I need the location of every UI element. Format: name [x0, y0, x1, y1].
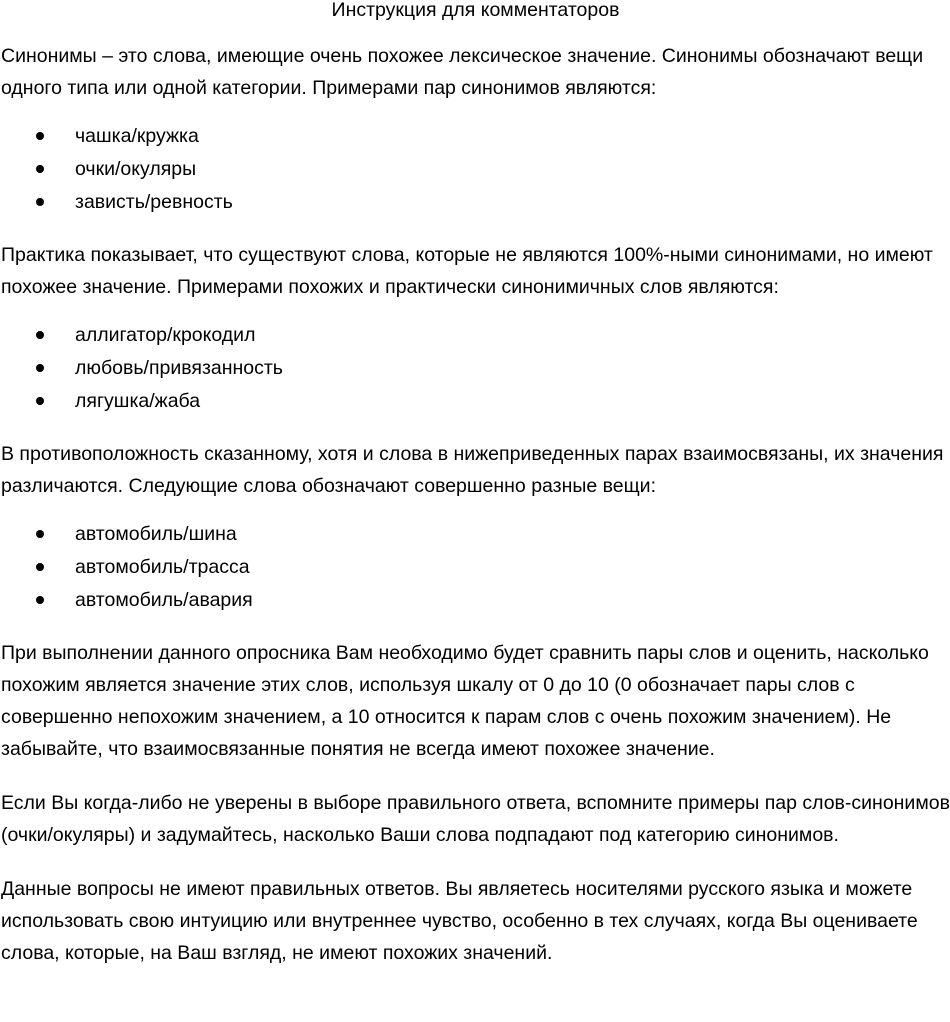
- bullet-icon: [36, 563, 44, 571]
- list-item: [1, 319, 950, 352]
- bullet-icon: [36, 397, 44, 405]
- list-item: [1, 385, 950, 418]
- list-item: [1, 186, 950, 219]
- list-item-text: автомобиль/трасса: [75, 556, 250, 578]
- paragraph-synonyms-definition: Синонимы – это слова, имеющие очень похожее лексическое значение. Синонимы обозначают вещи одного типа или одной категории. Примерами пар синонимов являются:: [1, 45, 924, 99]
- bullet-icon: [36, 364, 44, 372]
- paragraph-related-words: В противоположность сказанному, хотя и слова в нижеприведенных парах взаимосвязаны, их значения различаются. Следующие слова обозначают совершенно разные вещи:: [1, 443, 944, 497]
- list-item: [1, 352, 950, 385]
- bullet-icon: [36, 596, 44, 604]
- list-item: [1, 120, 950, 153]
- bullet-icon: [36, 530, 44, 538]
- list-item-text: аллигатор/крокодил: [75, 324, 256, 346]
- list-item-text: лягушка/жаба: [75, 390, 201, 412]
- list-item-text: автомобиль/шина: [75, 523, 237, 545]
- paragraph-no-right-answers: Данные вопросы не имеют правильных ответов. Вы являетесь носителями русского языка и можете использовать свою интуицию или внутреннее чувство, особенно в тех случаях, когда Вы оцениваете слова, которые, на Ваш взгляд, не имеют похожих значений.: [1, 878, 918, 964]
- paragraph-near-synonyms: Практика показывает, что существуют слова, которые не являются 100%-ными синонимами, но имеют похожее значение. Примерами похожих и практически синонимичных слов являются:: [1, 244, 933, 298]
- list-item-text: автомобиль/авария: [75, 589, 253, 611]
- bullet-icon: [36, 331, 44, 339]
- list-item-text: очки/окуляры: [75, 158, 197, 180]
- list-item: [1, 153, 950, 186]
- bullet-icon: [36, 132, 44, 140]
- list-item: [1, 584, 950, 617]
- near-synonym-examples-list: [1, 319, 950, 418]
- bullet-icon: [36, 198, 44, 206]
- synonym-examples-list: [1, 120, 950, 219]
- list-item: [1, 518, 950, 551]
- paragraph-uncertainty-advice: Если Вы когда-либо не уверены в выборе правильного ответа, вспомните примеры пар слов-синонимов (очки/окуляры) и задумайтесь, насколько Ваши слова подпадают под категорию синонимов.: [1, 792, 950, 846]
- document-title: Инструкция для комментаторов: [331, 0, 620, 21]
- bullet-icon: [36, 165, 44, 173]
- related-words-list: [1, 518, 950, 617]
- paragraph-rating-instructions: При выполнении данного опросника Вам необходимо будет сравнить пары слов и оценить, насколько похожим является значение этих слов, используя шкалу от 0 до 10 (0 обозначает пары слов с совершенно непохожим значением, а 10 относится к парам слов с очень похожим значением). Не забывайте, что взаимосвязанные понятия не всегда имеют похожее значение.: [1, 642, 929, 760]
- list-item-text: чашка/кружка: [75, 125, 199, 147]
- list-item: [1, 551, 950, 584]
- list-item-text: любовь/привязанность: [75, 357, 283, 379]
- list-item-text: зависть/ревность: [75, 191, 233, 213]
